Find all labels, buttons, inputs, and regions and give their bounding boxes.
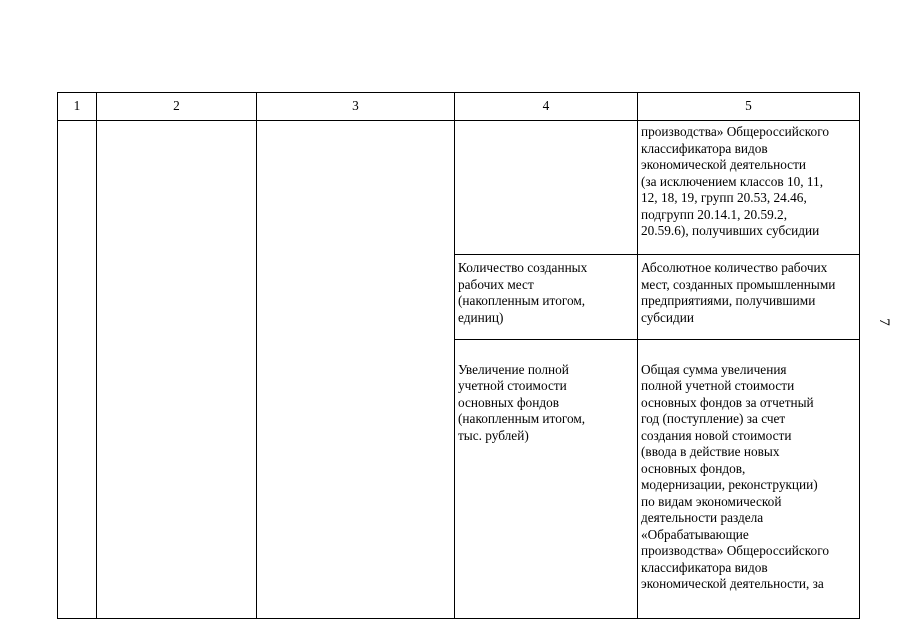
column-header-1: 1 <box>58 93 97 121</box>
indicator-name-text: Увеличение полной учетной стоимости основных фондов (накопленным итогом, тыс. рублей) <box>458 361 586 443</box>
page-number: 7 <box>876 318 892 326</box>
column-header-4: 4 <box>455 93 638 121</box>
table-cell-col2 <box>97 121 257 619</box>
table-cell-col3 <box>257 121 455 619</box>
column-header-3: 3 <box>257 93 455 121</box>
table-cell-col5: производства» Общероссийского классификатора видов экономической деятельности (за исключением классов 10, 11, 12, 18, 19, групп 20.53, 24.46, подгрупп 20.14.1, 20.59.2, 20.59.6), получивших субсидии <box>638 121 860 255</box>
table-cell-col4 <box>455 121 638 255</box>
column-header-2: 2 <box>97 93 257 121</box>
table-row <box>58 121 860 255</box>
table-cell-col1 <box>58 121 97 619</box>
indicator-description-text: Общая сумма увеличения полной учетной стоимости основных фондов за отчетный год (поступление) за счет создания новой стоимости (ввода в действие новых основных фондов, модернизации, реконструкции) по видам экономической деятельности раздела «Обрабатывающие производства» Общероссийского классификатора видов экономической деятельности, за <box>641 361 829 591</box>
table-header-row <box>58 93 860 121</box>
indicator-description-cell <box>638 340 860 619</box>
indicators-table <box>57 92 860 619</box>
indicator-name-cell <box>455 340 638 619</box>
column-header-5: 5 <box>638 93 860 121</box>
indicator-name-cell: Количество созданных рабочих мест (накопленным итогом, единиц) <box>455 255 638 340</box>
indicator-description-cell: Абсолютное количество рабочих мест, созданных промышленными предприятиями, получившими субсидии <box>638 255 860 340</box>
